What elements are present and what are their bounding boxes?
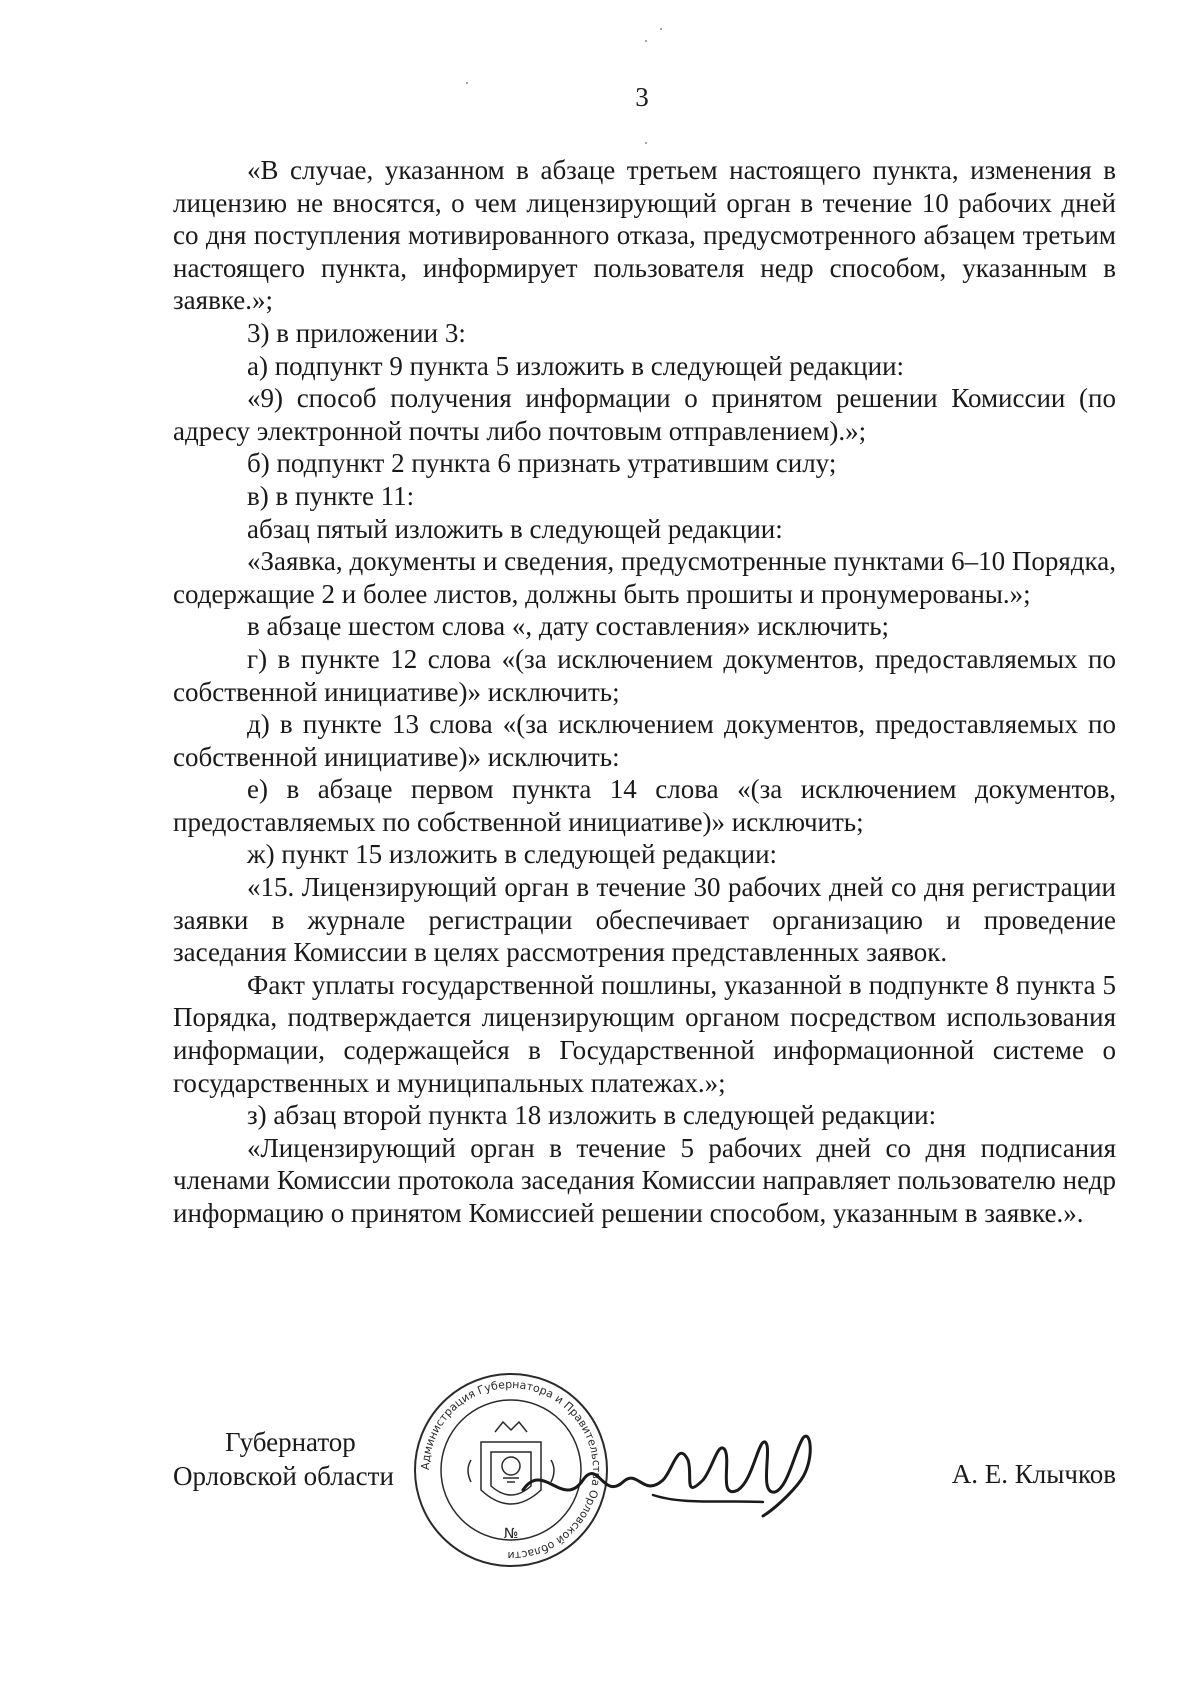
paragraph: «Заявка, документы и сведения, предусмотренные пунктами 6–10 Порядка, содержащие 2 и более листов, должны быть прошиты и пронумерованы.»; bbox=[173, 546, 1116, 609]
paragraph: «В случае, указанном в абзаце третьем настоящего пункта, изменения в лицензию не вносятся, о чем лицензирующий орган в течение 10 рабочих дней со дня поступления мотивированного отказа, предусмотренного абзацем третьим настоящего пункта, информирует пользователя недр способом, указанным в заявке.»; bbox=[173, 155, 1116, 316]
signatory-title-line1: Губернатор bbox=[225, 1427, 356, 1457]
paragraph: «9) способ получения информации о принятом решении Комиссии (по адресу электронной почты либо почтовым отправлением).»; bbox=[173, 383, 1116, 446]
svg-text:№: № bbox=[503, 1526, 519, 1542]
paragraph: д) в пункте 13 слова «(за исключением документов, предоставляемых по собственной инициативе)» исключить: bbox=[173, 709, 1116, 772]
paragraph: е) в абзаце первом пункта 14 слова «(за исключением документов, предоставляемых по собственной инициативе)» исключить; bbox=[173, 774, 1116, 837]
scan-speck bbox=[660, 28, 662, 30]
page-number: 3 bbox=[635, 82, 649, 112]
svg-text:Администрация Губернатора и Пр: Администрация Губернатора и Правительства Орловской области bbox=[418, 1377, 604, 1563]
paragraph: «Лицензирующий орган в течение 5 рабочих дней со дня подписания членами Комиссии протокола заседания Комиссии направляет пользователю недр информацию о принятом Комиссией решении способом, указанным в заявке.». bbox=[173, 1132, 1116, 1228]
paragraph: Факт уплаты государственной пошлины, указанной в подпункте 8 пункта 5 Порядка, подтверждается лицензирующим органом посредством использования информации, содержащейся в Государственной информационной системе о государственных и муниципальных платежах.»; bbox=[173, 969, 1116, 1098]
signatory-title bbox=[173, 1425, 394, 1493]
signatory-name: А. Е. Клычков bbox=[951, 1459, 1116, 1489]
paragraph: в абзаце шестом слова «, дату составления» исключить; bbox=[247, 611, 890, 642]
scan-speck bbox=[645, 142, 647, 144]
signature-block bbox=[173, 1377, 1116, 1563]
document-body bbox=[173, 154, 1116, 1230]
paragraph: з) абзац второй пункта 18 изложить в следующей редакции: bbox=[247, 1100, 937, 1131]
paragraph: б) подпункт 2 пункта 6 признать утратившим силу; bbox=[247, 448, 837, 479]
paragraph: в) в пункте 11: bbox=[247, 480, 415, 511]
handwritten-signature-icon bbox=[503, 1420, 843, 1530]
paragraph: г) в пункте 12 слова «(за исключением документов, предоставляемых по собственной инициативе)» исключить; bbox=[173, 643, 1116, 707]
paragraph: «15. Лицензирующий орган в течение 30 рабочих дней со дня регистрации заявки в журнале регистрации обеспечивает организацию и проведение заседания Комиссии в целях рассмотрения представленных заявок. bbox=[173, 872, 1116, 968]
paragraph: абзац пятый изложить в следующей редакции: bbox=[247, 513, 783, 544]
paragraph: 3) в приложении 3: bbox=[247, 317, 466, 348]
paragraph: ж) пункт 15 изложить в следующей редакции: bbox=[247, 839, 778, 870]
paragraph: а) подпункт 9 пункта 5 изложить в следующей редакции: bbox=[247, 350, 905, 381]
signatory-title-line2: Орловской области bbox=[173, 1461, 394, 1491]
scan-speck bbox=[645, 40, 647, 42]
